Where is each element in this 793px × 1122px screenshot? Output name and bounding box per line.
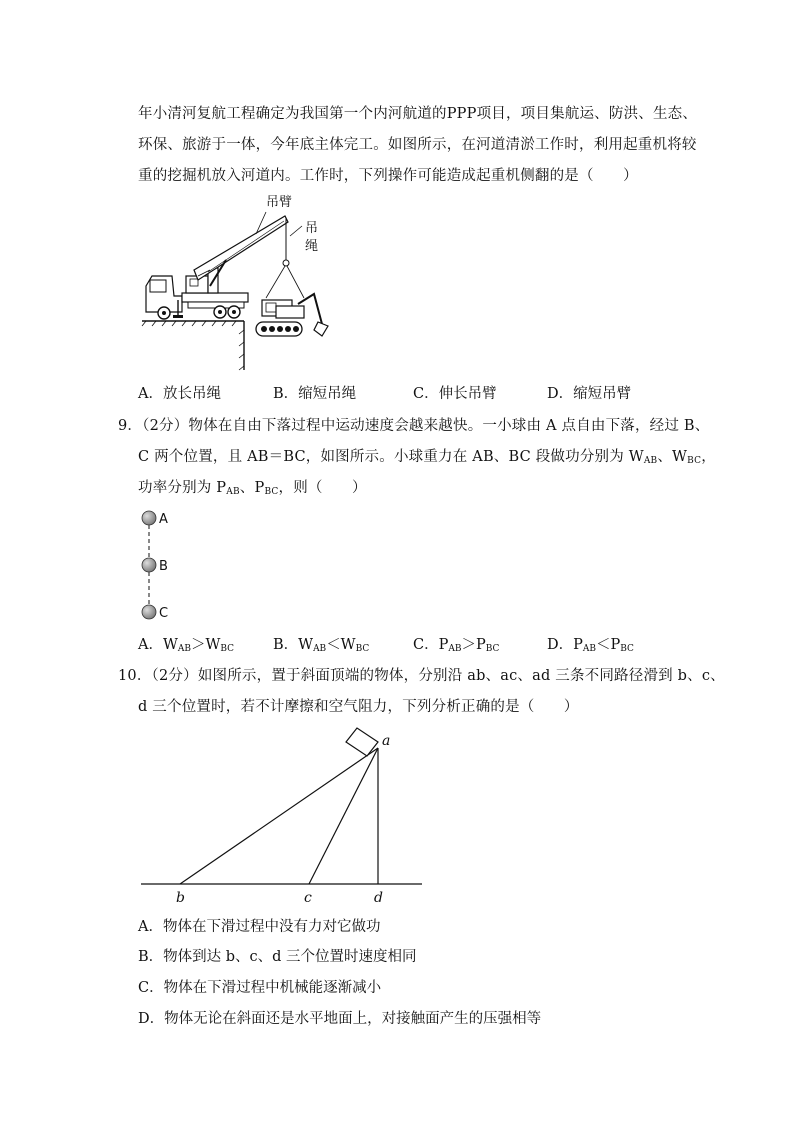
q9-line-1: 9．（2分）物体在自由下落过程中运动速度会越来越快。一小球由 A 点自由下落，经过 B、	[118, 418, 710, 434]
q9-option-c[interactable]: C．$P_{AB}>P_{BC}$	[413, 637, 500, 654]
q8-option-d[interactable]: D．缩短吊臂	[547, 386, 632, 402]
q10-option-a[interactable]: A．物体在下滑过程中没有力对它做功	[138, 919, 381, 935]
q10-line-1: 10．（2分）如图所示，置于斜面顶端的物体，分别沿 ab、ac、ad 三条不同路径滑到 b、c、	[118, 668, 725, 684]
q8-option-c[interactable]: C．伸长吊臂	[413, 386, 497, 402]
ball-b	[142, 558, 156, 572]
path-ac	[309, 748, 378, 884]
ball-c	[142, 605, 156, 619]
point-b: b	[176, 890, 185, 906]
q9-line-3: 功率分别为 $P_{AB}$、$P_{BC}$，则（ ）	[138, 480, 367, 497]
point-c: c	[304, 890, 312, 906]
path-ab	[180, 748, 378, 884]
rope-label-2: 绳	[305, 239, 319, 254]
q10-option-d[interactable]: D．物体无论在斜面还是水平地面上，对接触面产生的压强相等	[138, 1011, 542, 1027]
q8-line-1: 年小清河复航工程确定为我国第一个内河航道的PPP项目，项目集航运、防洪、生态、	[138, 106, 698, 122]
q9-option-b[interactable]: B．$W_{AB}<W_{BC}$	[273, 637, 370, 654]
crane-figure	[138, 190, 338, 375]
q10-option-b[interactable]: B．物体到达 b、c、d 三个位置时速度相同	[138, 949, 417, 965]
boom-label: 吊臂	[266, 195, 293, 210]
q8-option-a[interactable]: A．放长吊绳	[138, 386, 221, 402]
point-a-label: A	[159, 512, 168, 527]
rope-label-1: 吊	[305, 221, 319, 236]
q10-line-2: d 三个位置时，若不计摩擦和空气阻力，下列分析正确的是（ ）	[138, 699, 579, 715]
point-d: d	[374, 890, 383, 906]
point-c-label: C	[159, 606, 169, 621]
q9-option-d[interactable]: D．$P_{AB}<P_{BC}$	[547, 637, 634, 654]
falling-ball-figure	[138, 506, 198, 622]
ball-a	[142, 511, 156, 525]
q9-line-2: C 两个位置，且 AB＝BC，如图所示。小球重力在 AB、BC 段做功分别为 $W_{AB}$、$W_{BC}$，	[138, 449, 716, 466]
point-b-label: B	[159, 559, 168, 574]
incline-figure	[138, 725, 438, 910]
point-a: a	[382, 733, 391, 749]
q8-option-b[interactable]: B．缩短吊绳	[273, 386, 357, 402]
q10-option-c[interactable]: C．物体在下滑过程中机械能逐渐减小	[138, 980, 382, 996]
q9-option-a[interactable]: A．$W_{AB}>W_{BC}$	[138, 637, 235, 654]
q8-line-3: 重的挖掘机放入河道内。工作时，下列操作可能造成起重机侧翻的是（ ）	[138, 168, 638, 184]
q8-line-2: 环保、旅游于一体，今年底主体完工。如图所示，在河道清淤工作时，利用起重机将较	[138, 137, 697, 153]
